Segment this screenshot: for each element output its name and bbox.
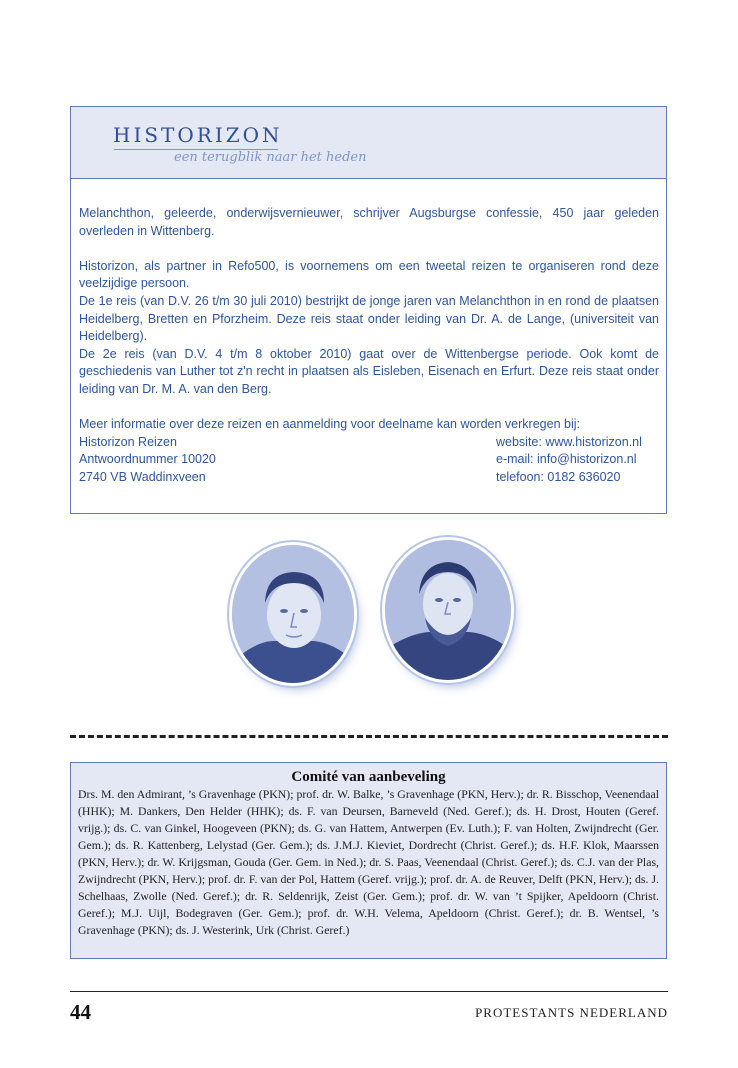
- committee-box: [70, 762, 667, 959]
- contact-row: [79, 434, 659, 452]
- page-number: 44: [70, 1000, 91, 1024]
- contact-phone: telefoon: 0182 636020: [496, 469, 621, 484]
- advert-trip-2: De 2e reis (van D.V. 4 t/m 8 oktober 2010) gaat over de Wittenbergse periode. Ook komt de geschiedenis van Luther tot z'n recht in plaatsen als Eisleben, Eisenach en Erfurt. Deze reis staat onder leiding van Dr. M. A. van den Berg.: [79, 346, 659, 396]
- contact-website: website: www.historizon.nl: [496, 434, 642, 449]
- contact-city: 2740 VB Waddinxveen: [79, 469, 206, 484]
- contact-row: [79, 451, 659, 469]
- committee-members: Drs. M. den Admirant, ’s Gravenhage (PKN); prof. dr. W. Balke, ’s Gravenhage (PKN, Herv.); dr. R. Bisschop, Veenendaal (HHK); M. Dankers, Den Helder (HHK); ds. F. van Deursen, Barneveld (Ned. Geref.); ds. H. Drost, Houten (Geref. vrijg.); ds. C. van Ginkel, Hoogeveen (PKN); ds. G. van Hattem, Antwerpen (Ev. Luth.); F. van Holten, Zwijndrecht (Ger. Gem.); ds. R. Kattenberg, Lelystad (Ger. Gem.); ds. J.M.J. Kieviet, Dordrecht (Christ. Geref.); ds. H.F. Klok, Maarssen (PKN, Herv.); dr. W. Krijgsman, Gouda (Ger. Gem. in Ned.); dr. S. Paas, Veenendaal (Christ. Geref.); ds. C.J. van der Plas, Zwijndrecht (PKN, Herv.); prof. dr. F. van der Pol, Hattem (Geref. vrijg.); prof. dr. A. de Reuver, Delft (PKN, Herv.); ds. J. Schelhaas, Zwolle (Ned. Geref.); dr. R. Seldenrijk, Zeist (Ger. Gem.); prof. dr. W. van ’t Spijker, Apeldoorn (Christ. Geref.); M.J. Uijl, Bodegraven (Ger. Gem.); prof. dr. W.H. Velema, Apeldoorn (Christ. Geref.); dr. B. Wentsel, ’s Gravenhage (PKN); ds. J. Westerink, Urk (Christ. Geref.): [78, 787, 659, 937]
- contact-org: Historizon Reizen: [79, 434, 177, 449]
- historizon-logo-tagline: een terugblik naar het heden: [174, 150, 367, 165]
- contact-postal: Antwoordnummer 10020: [79, 452, 216, 467]
- advert-header: [71, 107, 666, 179]
- dashed-separator: [70, 735, 668, 738]
- historizon-advertisement: [70, 106, 667, 514]
- contact-email: e-mail: info@historizon.nl: [496, 452, 637, 467]
- historizon-logo-name: HISTORIZON: [113, 123, 283, 147]
- magazine-title: PROTESTANTS NEDERLAND: [475, 1005, 668, 1020]
- contact-row: [79, 469, 659, 487]
- advert-intro: Melanchthon, geleerde, onderwijsvernieuwer, schrijver Augsburgse confessie, 450 jaar geleden overleden in Wittenberg.: [79, 206, 659, 238]
- committee-title: Comité van aanbeveling: [291, 769, 446, 785]
- advert-more-info: Meer informatie over deze reizen en aanmelding voor deelname kan worden verkregen bij:: [79, 417, 580, 432]
- footer-rule: [70, 991, 668, 992]
- melanchthon-portrait: [385, 540, 511, 680]
- advert-body: [79, 205, 659, 487]
- luther-portrait: [232, 545, 354, 683]
- advert-trip-1: De 1e reis (van D.V. 26 t/m 30 juli 2010) bestrijkt de jonge jaren van Melanchthon in en rond de plaatsen Heidelberg, Bretten en Pforzheim. Deze reis staat onder leiding van Dr. A. de Lange, (universiteit van Heidelberg).: [79, 293, 659, 344]
- advert-plan: Historizon, als partner in Refo500, is voornemens om een tweetal reizen te organiseren rond deze veelzijdige persoon.: [79, 258, 659, 291]
